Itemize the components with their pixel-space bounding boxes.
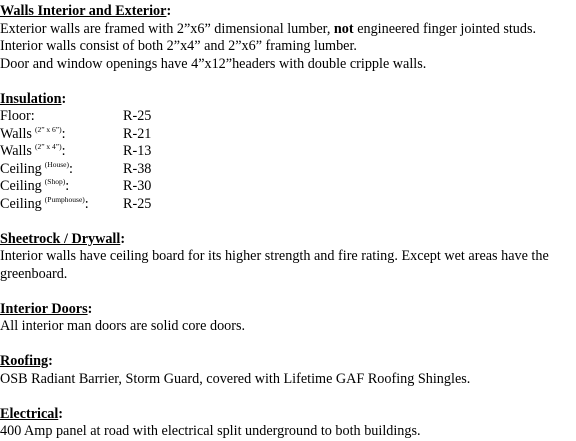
- insulation-row-qualifier: (Shop): [44, 177, 66, 186]
- insulation-row-value: R-38: [123, 160, 152, 177]
- sheetrock-heading: Sheetrock / Drywall:: [0, 230, 126, 247]
- insulation-row-label: Ceiling $^{(Pumphouse)}$:: [0, 194, 89, 212]
- insulation-row-value: R-25: [123, 108, 152, 124]
- insulation-heading: Insulation:: [0, 90, 67, 107]
- insulation-row-qualifier: (2” x 6”): [34, 124, 62, 134]
- insulation-row: [0, 196, 576, 214]
- insulation-row-value: R-13: [123, 143, 152, 159]
- insulation-row-label: Walls $^{(2” x 6”)}$:: [0, 124, 66, 142]
- roofing-section: [0, 353, 576, 388]
- electrical-heading: Electrical:: [0, 405, 64, 422]
- electrical-section: [0, 406, 576, 441]
- roofing-text: OSB Radiant Barrier, Storm Guard, covered with Lifetime GAF Roofing Shingles.: [0, 370, 471, 387]
- insulation-row-label: Ceiling $^{(House)}$:: [0, 159, 73, 177]
- document-body: [0, 3, 576, 441]
- insulation-row-label: Floor:: [0, 108, 35, 124]
- insulation-row-value: R-30: [123, 178, 152, 194]
- walls-section: [0, 3, 576, 73]
- interior-doors-section: [0, 301, 576, 336]
- walls-line-exterior: Exterior walls are framed with 2”x6” dimensional lumber, not engineered finger jointed studs.: [0, 20, 537, 37]
- interior-doors-text: All interior man doors are solid core doors.: [0, 318, 246, 334]
- insulation-section: [0, 91, 576, 214]
- sheetrock-section: [0, 231, 576, 284]
- walls-line-interior: Interior walls consist of both 2”x4” and 2”x6” framing lumber.: [0, 38, 357, 54]
- electrical-text: 400 Amp panel at road with electrical split underground to both buildings.: [0, 423, 421, 439]
- interior-doors-heading: Interior Doors:: [0, 300, 93, 317]
- roofing-heading: Roofing:: [0, 353, 53, 369]
- insulation-table: [0, 108, 576, 213]
- insulation-row-value: R-21: [123, 125, 152, 142]
- insulation-row: [0, 161, 576, 179]
- insulation-row: [0, 178, 576, 196]
- insulation-row: [0, 126, 576, 144]
- insulation-row-value: R-25: [123, 195, 152, 212]
- walls-line-openings: Door and window openings have 4”x12”headers with double cripple walls.: [0, 55, 427, 72]
- insulation-row-label: Walls $^{(2” x 4”)}$:: [0, 142, 66, 159]
- insulation-row-label: Ceiling $^{(Shop)}$:: [0, 177, 70, 194]
- insulation-row-qualifier: (House): [44, 159, 69, 169]
- insulation-row-qualifier: (2” x 4”): [34, 142, 62, 151]
- walls-heading: Walls Interior and Exterior:: [0, 3, 172, 19]
- sheetrock-text: Interior walls have ceiling board for its higher strength and fire rating. Except wet areas have the greenboard.: [0, 248, 549, 282]
- insulation-row: [0, 143, 576, 161]
- insulation-row-qualifier: (Pumphouse): [44, 194, 85, 204]
- insulation-row: [0, 108, 576, 126]
